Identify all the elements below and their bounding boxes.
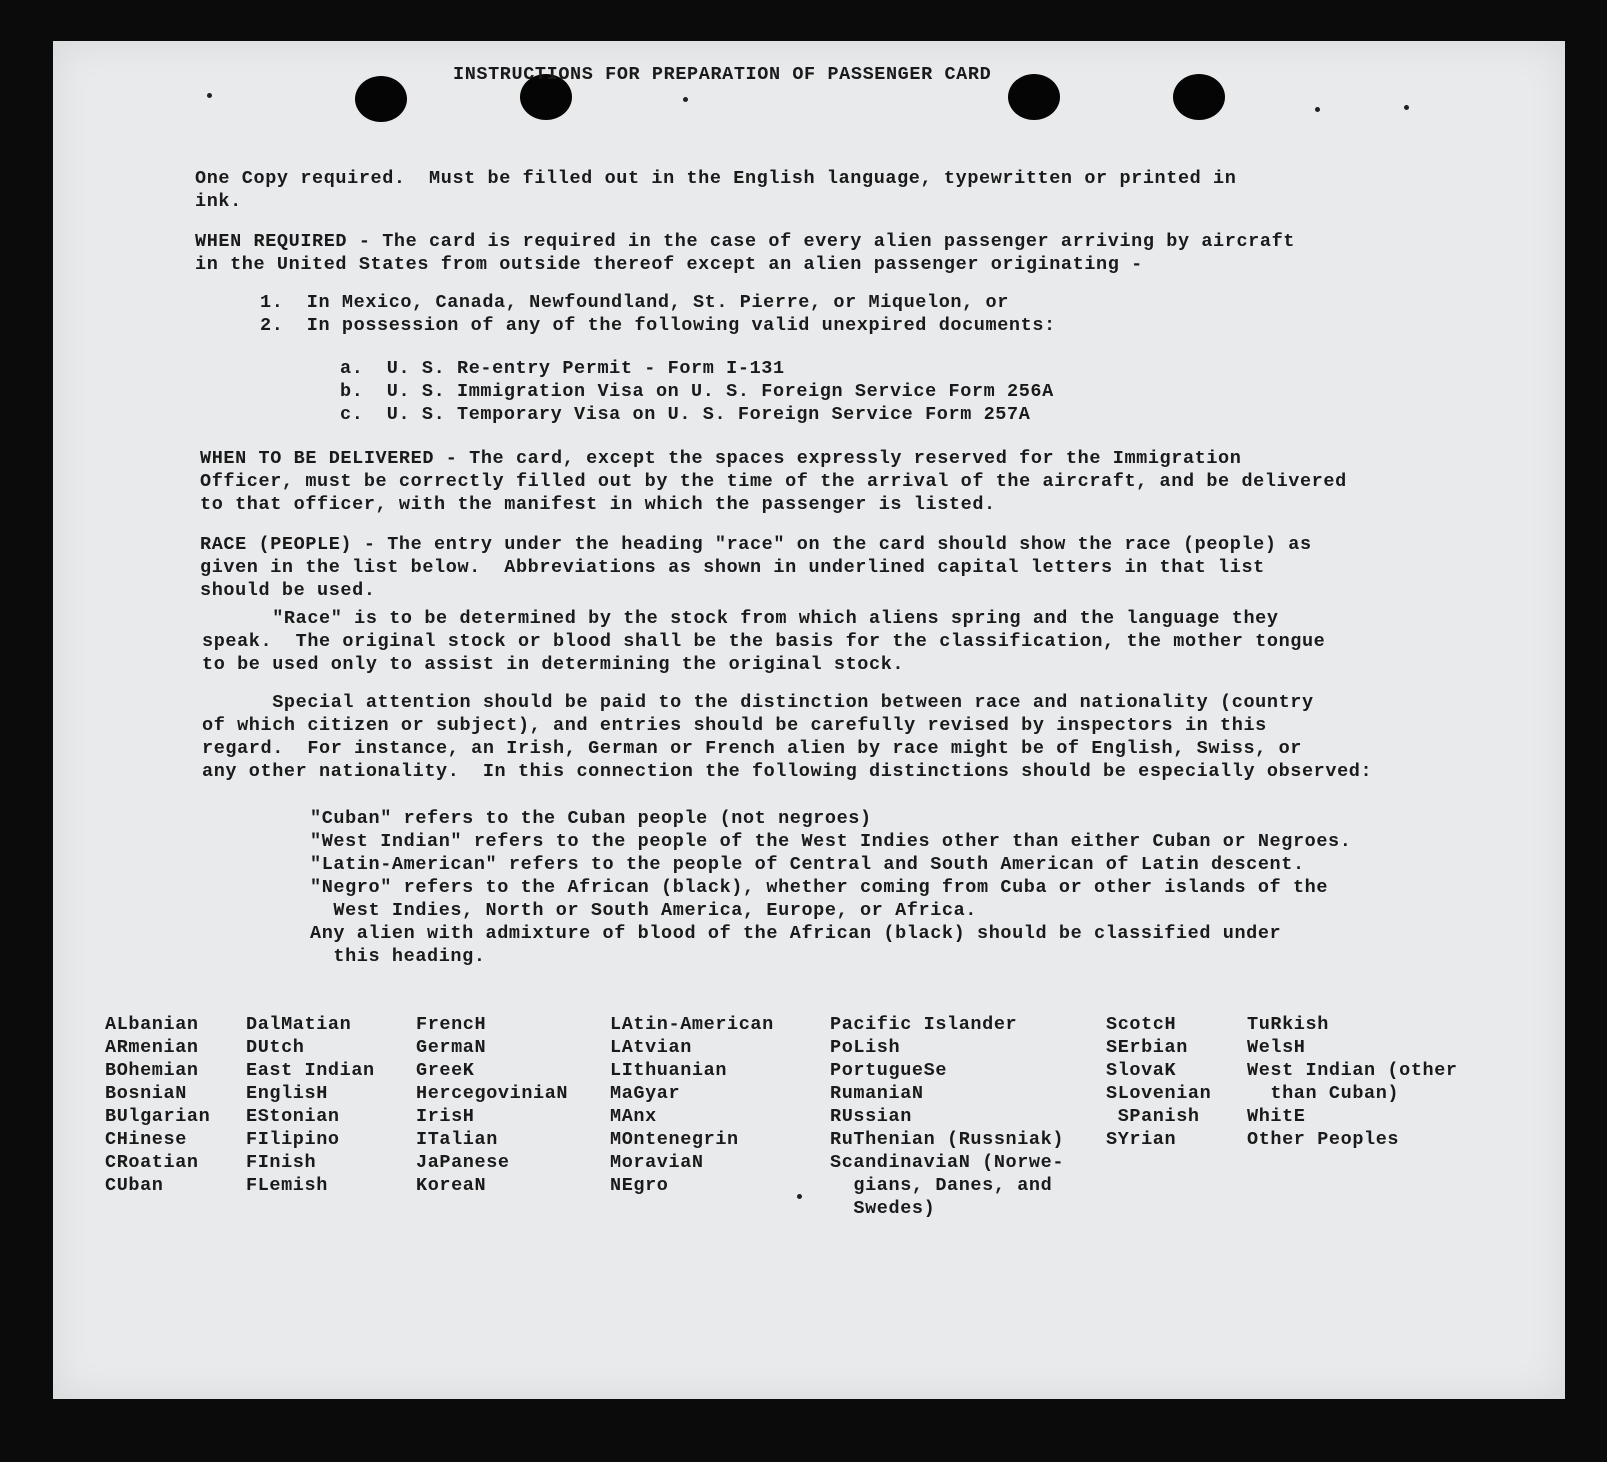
race-column-1: ALbanian ARmenian BOhemian BosniaN BUlgarian CHinese CRoatian CUban — [105, 1014, 211, 1196]
race-column-3: FrencH GermaN GreeK HercegoviniaN IrisH ITalian JaPanese KoreaN — [416, 1014, 569, 1196]
race-column-7: TuRkish WelsH West Indian (other than Cuban) WhitE Other Peoples — [1247, 1014, 1458, 1150]
punch-hole — [355, 76, 407, 122]
speck — [207, 93, 212, 98]
race-column-4: LAtin-American LAtvian LIthuanian MaGyar MAnx MOntenegrin MoraviaN NEgro — [610, 1014, 774, 1196]
race-column-5: Pacific Islander PoLish PortugueSe RumaniaN RUssian RuThenian (Russniak) ScandinaviaN (Norwe- gians, Danes, and Swedes) — [830, 1014, 1065, 1219]
page-title: INSTRUCTIONS FOR PREPARATION OF PASSENGER CARD — [453, 64, 992, 85]
punch-hole — [1173, 74, 1225, 120]
when-required-paragraph: WHEN REQUIRED - The card is required in the case of every alien passenger arriving by aircraft in the United States from outside thereof except an alien passenger originating - — [195, 231, 1295, 275]
exceptions-list: 1. In Mexico, Canada, Newfoundland, St. Pierre, or Miquelon, or 2. In possession of any of the following valid unexpired documents: — [260, 292, 1056, 336]
intro-paragraph: One Copy required. Must be filled out in the English language, typewritten or printed in ink. — [195, 168, 1237, 212]
special-attention-paragraph: Special attention should be paid to the distinction between race and nationality (country of which citizen or subject), and entries should be carefully revised by inspectors in this regard. For instance, an Irish, German or French alien by race might be of English, Swiss, or any other nationality. In this connection the following distinctions should be especially observed: — [202, 692, 1373, 782]
race-column-6: ScotcH SErbian SlovaK SLovenian SPanish SYrian — [1106, 1014, 1212, 1150]
punch-hole — [1008, 74, 1060, 120]
speck — [797, 1194, 802, 1199]
distinctions-list: "Cuban" refers to the Cuban people (not negroes) "West Indian" refers to the people of the West Indies other than either Cuban or Negroes. "Latin-American" refers to the people of Central and South American of Latin descent. "Negro" refers to the African (black), whether coming from Cuba or other islands of the West Indies, North or South America, Europe, or Africa. Any alien with admixture of blood of the African (black) should be classified under this heading. — [310, 808, 1352, 967]
when-delivered-paragraph: WHEN TO BE DELIVERED - The card, except the spaces expressly reserved for the Immigration Officer, must be correctly filled out by the time of the arrival of the aircraft, and be delivered to that officer, with the manifest in which the passenger is listed. — [200, 448, 1347, 515]
documents-list: a. U. S. Re-entry Permit - Form I-131 b. U. S. Immigration Visa on U. S. Foreign Service Form 256A c. U. S. Temporary Visa on U. S. Foreign Service Form 257A — [340, 358, 1054, 425]
race-paragraph: RACE (PEOPLE) - The entry under the heading "race" on the card should show the race (people) as given in the list below. Abbreviations as shown in underlined capital letters in that list should be used. — [200, 534, 1312, 601]
race-column-2: DalMatian DUtch East Indian EnglisH EStonian FIlipino FInish FLemish — [246, 1014, 375, 1196]
speck — [683, 97, 688, 102]
speck — [1315, 107, 1320, 112]
race-defined-paragraph: "Race" is to be determined by the stock from which aliens spring and the language they speak. The original stock or blood shall be the basis for the classification, the mother tongue to be used only to assist in determining the original stock. — [202, 608, 1326, 675]
speck — [1404, 105, 1409, 110]
